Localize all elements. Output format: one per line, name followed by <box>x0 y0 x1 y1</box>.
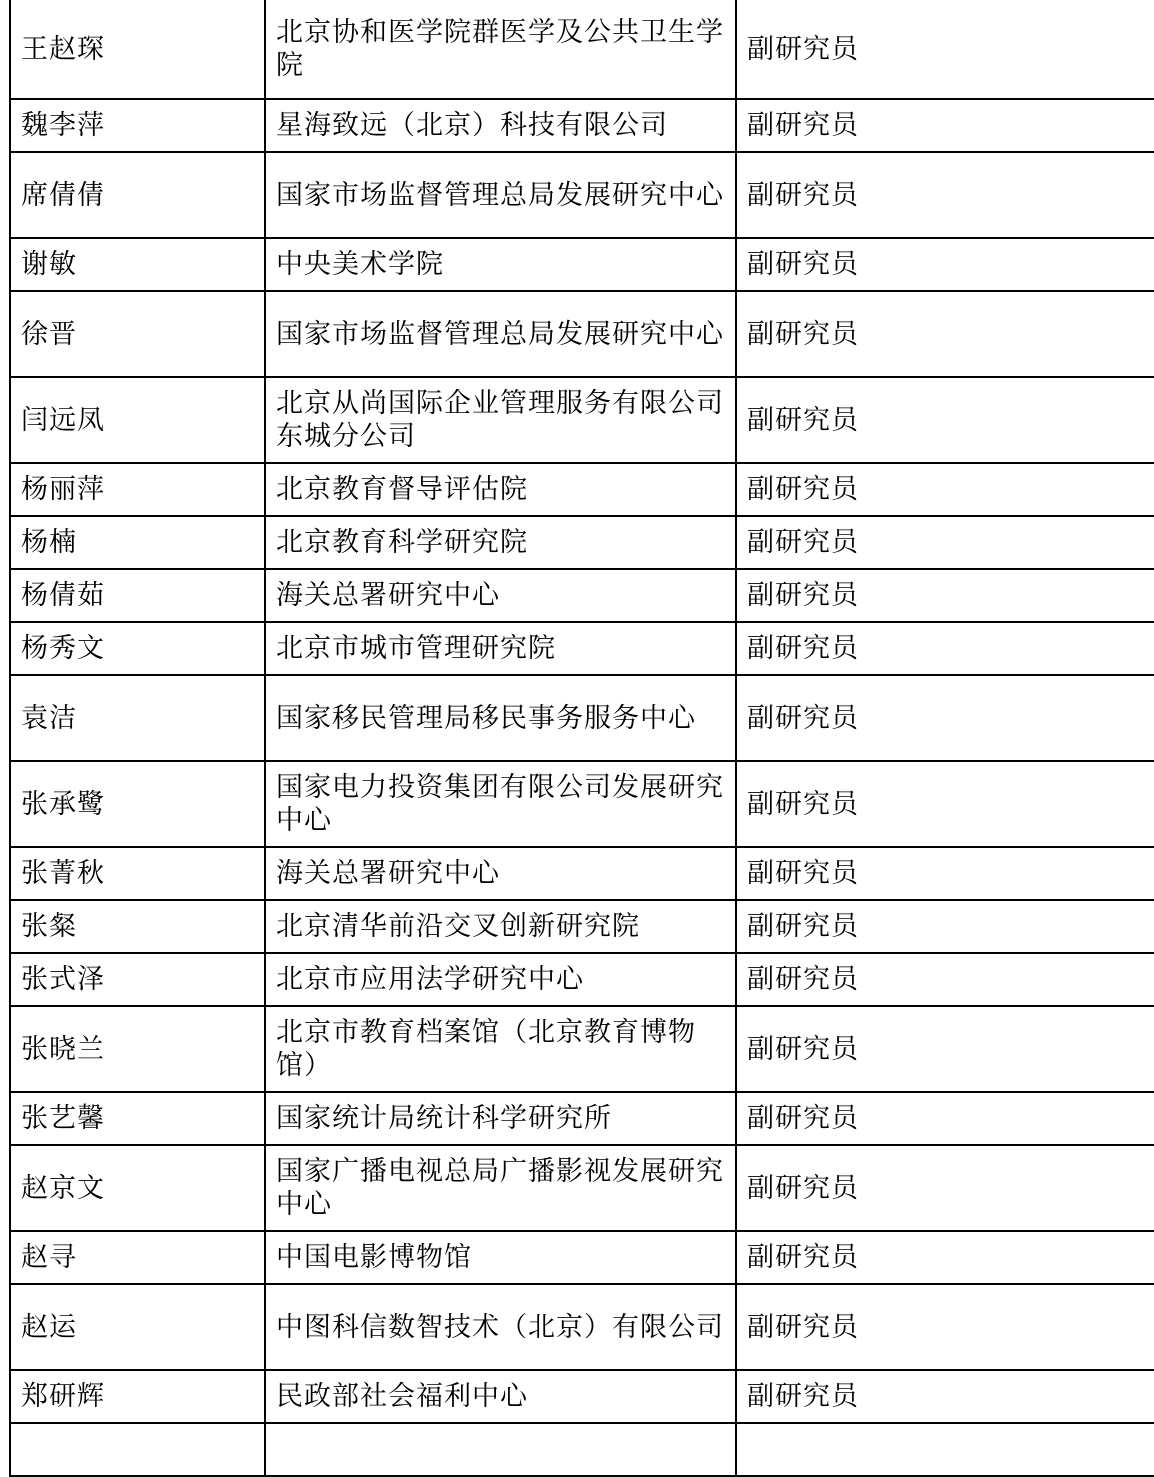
table-row <box>10 516 1154 569</box>
person-name-cell <box>10 1423 265 1476</box>
job-title-cell: 副研究员 <box>736 1092 1154 1145</box>
job-title-cell: 副研究员 <box>736 1145 1154 1231</box>
job-title-cell <box>736 1423 1154 1476</box>
person-name-cell: 袁洁 <box>10 675 265 761</box>
table-row <box>10 0 1154 99</box>
person-name-cell: 魏李萍 <box>10 99 265 152</box>
organization-cell: 民政部社会福利中心 <box>265 1370 736 1423</box>
organization-cell: 北京教育督导评估院 <box>265 463 736 516</box>
table-row <box>10 152 1154 238</box>
person-name-cell: 赵寻 <box>10 1231 265 1284</box>
table-row <box>10 291 1154 377</box>
job-title-cell: 副研究员 <box>736 0 1154 99</box>
organization-cell: 北京协和医学院群医学及公共卫生学院 <box>265 0 736 99</box>
person-name-cell: 席倩倩 <box>10 152 265 238</box>
roster-table <box>9 0 1154 1477</box>
organization-cell: 北京市教育档案馆（北京教育博物馆） <box>265 1006 736 1092</box>
person-name-cell: 王赵琛 <box>10 0 265 99</box>
table-row <box>10 1423 1154 1476</box>
table-row <box>10 238 1154 291</box>
job-title-cell: 副研究员 <box>736 1006 1154 1092</box>
table-row <box>10 1231 1154 1284</box>
table-row <box>10 1092 1154 1145</box>
organization-cell: 国家移民管理局移民事务服务中心 <box>265 675 736 761</box>
person-name-cell: 杨秀文 <box>10 622 265 675</box>
job-title-cell: 副研究员 <box>736 377 1154 463</box>
person-name-cell: 闫远凤 <box>10 377 265 463</box>
person-name-cell: 张菁秋 <box>10 847 265 900</box>
organization-cell: 北京教育科学研究院 <box>265 516 736 569</box>
organization-cell: 星海致远（北京）科技有限公司 <box>265 99 736 152</box>
table-row <box>10 463 1154 516</box>
organization-cell: 国家市场监督管理总局发展研究中心 <box>265 291 736 377</box>
job-title-cell: 副研究员 <box>736 900 1154 953</box>
table-row <box>10 622 1154 675</box>
person-name-cell: 张艺馨 <box>10 1092 265 1145</box>
table-row <box>10 377 1154 463</box>
table-row <box>10 953 1154 1006</box>
job-title-cell: 副研究员 <box>736 675 1154 761</box>
person-name-cell: 谢敏 <box>10 238 265 291</box>
organization-cell: 国家统计局统计科学研究所 <box>265 1092 736 1145</box>
job-title-cell: 副研究员 <box>736 516 1154 569</box>
table-row <box>10 761 1154 847</box>
organization-cell: 国家电力投资集团有限公司发展研究中心 <box>265 761 736 847</box>
job-title-cell: 副研究员 <box>736 1231 1154 1284</box>
person-name-cell: 杨楠 <box>10 516 265 569</box>
person-name-cell: 郑研辉 <box>10 1370 265 1423</box>
organization-cell: 海关总署研究中心 <box>265 569 736 622</box>
table-row <box>10 847 1154 900</box>
job-title-cell: 副研究员 <box>736 953 1154 1006</box>
job-title-cell: 副研究员 <box>736 1284 1154 1370</box>
table-row <box>10 675 1154 761</box>
person-name-cell: 张粲 <box>10 900 265 953</box>
organization-cell: 中图科信数智技术（北京）有限公司 <box>265 1284 736 1370</box>
person-name-cell: 赵运 <box>10 1284 265 1370</box>
table-row <box>10 569 1154 622</box>
table-row <box>10 1284 1154 1370</box>
person-name-cell: 赵京文 <box>10 1145 265 1231</box>
job-title-cell: 副研究员 <box>736 291 1154 377</box>
job-title-cell: 副研究员 <box>736 238 1154 291</box>
organization-cell: 国家广播电视总局广播影视发展研究中心 <box>265 1145 736 1231</box>
organization-cell: 北京市应用法学研究中心 <box>265 953 736 1006</box>
job-title-cell: 副研究员 <box>736 463 1154 516</box>
organization-cell <box>265 1423 736 1476</box>
organization-cell: 中央美术学院 <box>265 238 736 291</box>
organization-cell: 北京清华前沿交叉创新研究院 <box>265 900 736 953</box>
job-title-cell: 副研究员 <box>736 622 1154 675</box>
organization-cell: 北京从尚国际企业管理服务有限公司东城分公司 <box>265 377 736 463</box>
person-name-cell: 张式泽 <box>10 953 265 1006</box>
job-title-cell: 副研究员 <box>736 99 1154 152</box>
person-name-cell: 张承鹭 <box>10 761 265 847</box>
roster-table-container <box>9 0 1139 1477</box>
person-name-cell: 杨倩茹 <box>10 569 265 622</box>
job-title-cell: 副研究员 <box>736 152 1154 238</box>
organization-cell: 海关总署研究中心 <box>265 847 736 900</box>
job-title-cell: 副研究员 <box>736 569 1154 622</box>
job-title-cell: 副研究员 <box>736 847 1154 900</box>
person-name-cell: 徐晋 <box>10 291 265 377</box>
table-row <box>10 99 1154 152</box>
table-row <box>10 1006 1154 1092</box>
organization-cell: 国家市场监督管理总局发展研究中心 <box>265 152 736 238</box>
table-row <box>10 900 1154 953</box>
job-title-cell: 副研究员 <box>736 1370 1154 1423</box>
table-row <box>10 1145 1154 1231</box>
table-row <box>10 1370 1154 1423</box>
person-name-cell: 张晓兰 <box>10 1006 265 1092</box>
person-name-cell: 杨丽萍 <box>10 463 265 516</box>
organization-cell: 北京市城市管理研究院 <box>265 622 736 675</box>
roster-table-body <box>10 0 1154 1476</box>
organization-cell: 中国电影博物馆 <box>265 1231 736 1284</box>
job-title-cell: 副研究员 <box>736 761 1154 847</box>
